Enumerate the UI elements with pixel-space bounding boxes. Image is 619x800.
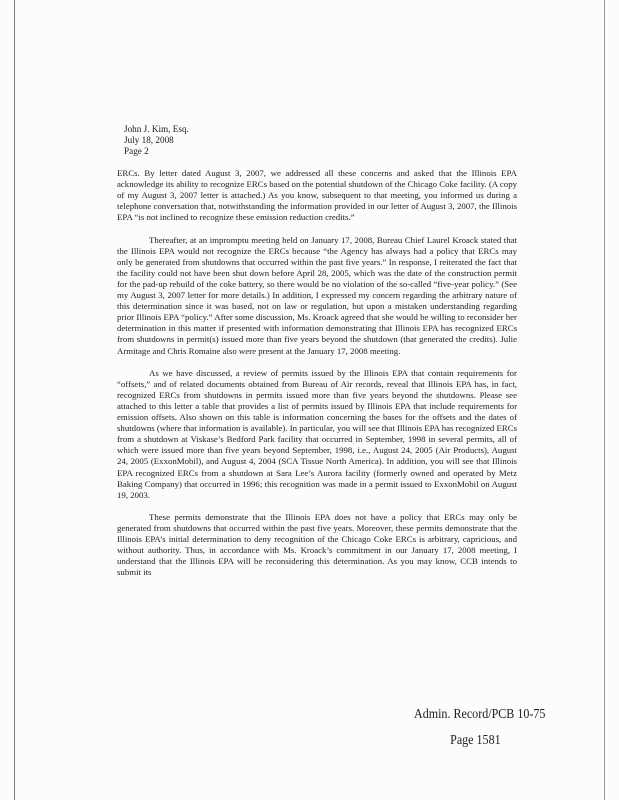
paragraph-3: As we have discussed, a review of permits issued by the Illinois EPA that contain requirements for “offsets,” and of related documents obtained from Bureau of Air records, reveal that Illinois EPA has, in fact, recognized ERCs from shutdowns in permits issued more than five years beyond the shutdowns. Please see attached to this letter a table that provides a list of permits issued by Illinois EPA that include requirements for emission offsets. Also shown on this table is information concerning the bases for the offsets and the dates of shutdowns (where that information is available). In particular, you will see that Illinois EPA has recognized ERCs from a shutdown at Viskase’s Bedford Park facility that occurred in September, 1998 in several permits, all of which were issued more than five years beyond September, 1998, i.e., August 24, 2005 (Air Products), August 24, 2005 (ExxonMobil), and August 4, 2004 (SCA Tissue North America). In addition, you will see that Illinois EPA recognized ERCs from a shutdown at Sara Lee’s Aurora facility (formerly owned and operated by Metz Baking Company) that occurred in 1996; this recognition was made in a permit issued to ExxonMobil on August 19, 2003. (117, 367, 517, 500)
admin-record-stamp (414, 702, 545, 754)
letter-header (124, 124, 189, 157)
recipient-name: John J. Kim, Esq. (124, 124, 189, 134)
letter-body (117, 168, 517, 590)
letter-date: July 18, 2008 (124, 135, 174, 145)
admin-record-label: Admin. Record/PCB 10-75 (414, 707, 546, 722)
scan-edge-right (604, 0, 605, 800)
paragraph-1: ERCs. By letter dated August 3, 2007, we addressed all these concerns and asked that the Illinois EPA acknowledge its ability to recognize ERCs based on the potential shutdown of the Chicago Coke facility. (A copy of my August 3, 2007 letter is attached.) As you know, subsequent to that meeting, you informed us during a telephone conversation that, notwithstanding the information provided in our letter of August 3, 2007, the Illinois EPA “is not inclined to recognize these emission reduction credits.” (117, 168, 517, 223)
record-page-number: Page 1581 (450, 733, 501, 748)
scan-edge-left (14, 0, 15, 800)
paragraph-2: Thereafter, at an impromptu meeting held on January 17, 2008, Bureau Chief Laurel Kroack stated that the Illinois EPA would not recognize the ERCs because “the Agency has always had a policy that ERCs may only be generated from shutdowns that occurred within the past five years.” In response, I reiterated the fact that the facility could not have been shut down before April 28, 2005, which was the date of the construction permit for the pad-up rebuild of the coke battery, so there would be no violation of the so-called “five-year policy.” (See my August 3, 2007 letter for more details.) In addition, I expressed my concern regarding the arbitrary nature of this determination since it was based, not on law or regulation, but upon a mistaken understanding regarding prior Illinois EPA “policy.” After some discussion, Ms. Kroack agreed that she would be willing to reconsider her determination in this matter if presented with information demonstrating that Illinois EPA has recognized ERCs from shutdowns in permit(s) issued more than five years beyond the shutdown (that generated the credits). Julie Armitage and Chris Romaine also were present at the January 17, 2008 meeting. (117, 234, 517, 356)
paragraph-4: These permits demonstrate that the Illinois EPA does not have a policy that ERCs may only be generated from shutdowns that occurred within the past five years. Moreover, these permits demonstrate that the Illinois EPA’s initial determination to deny recognition of the Chicago Coke ERCs is arbitrary, capricious, and without authority. Thus, in accordance with Ms. Kroack’s commitment in our January 17, 2008 meeting, I understand that the Illinois EPA will be reconsidering this determination. As you may know, CCB intends to submit its (117, 511, 517, 578)
page-number: Page 2 (124, 146, 149, 156)
